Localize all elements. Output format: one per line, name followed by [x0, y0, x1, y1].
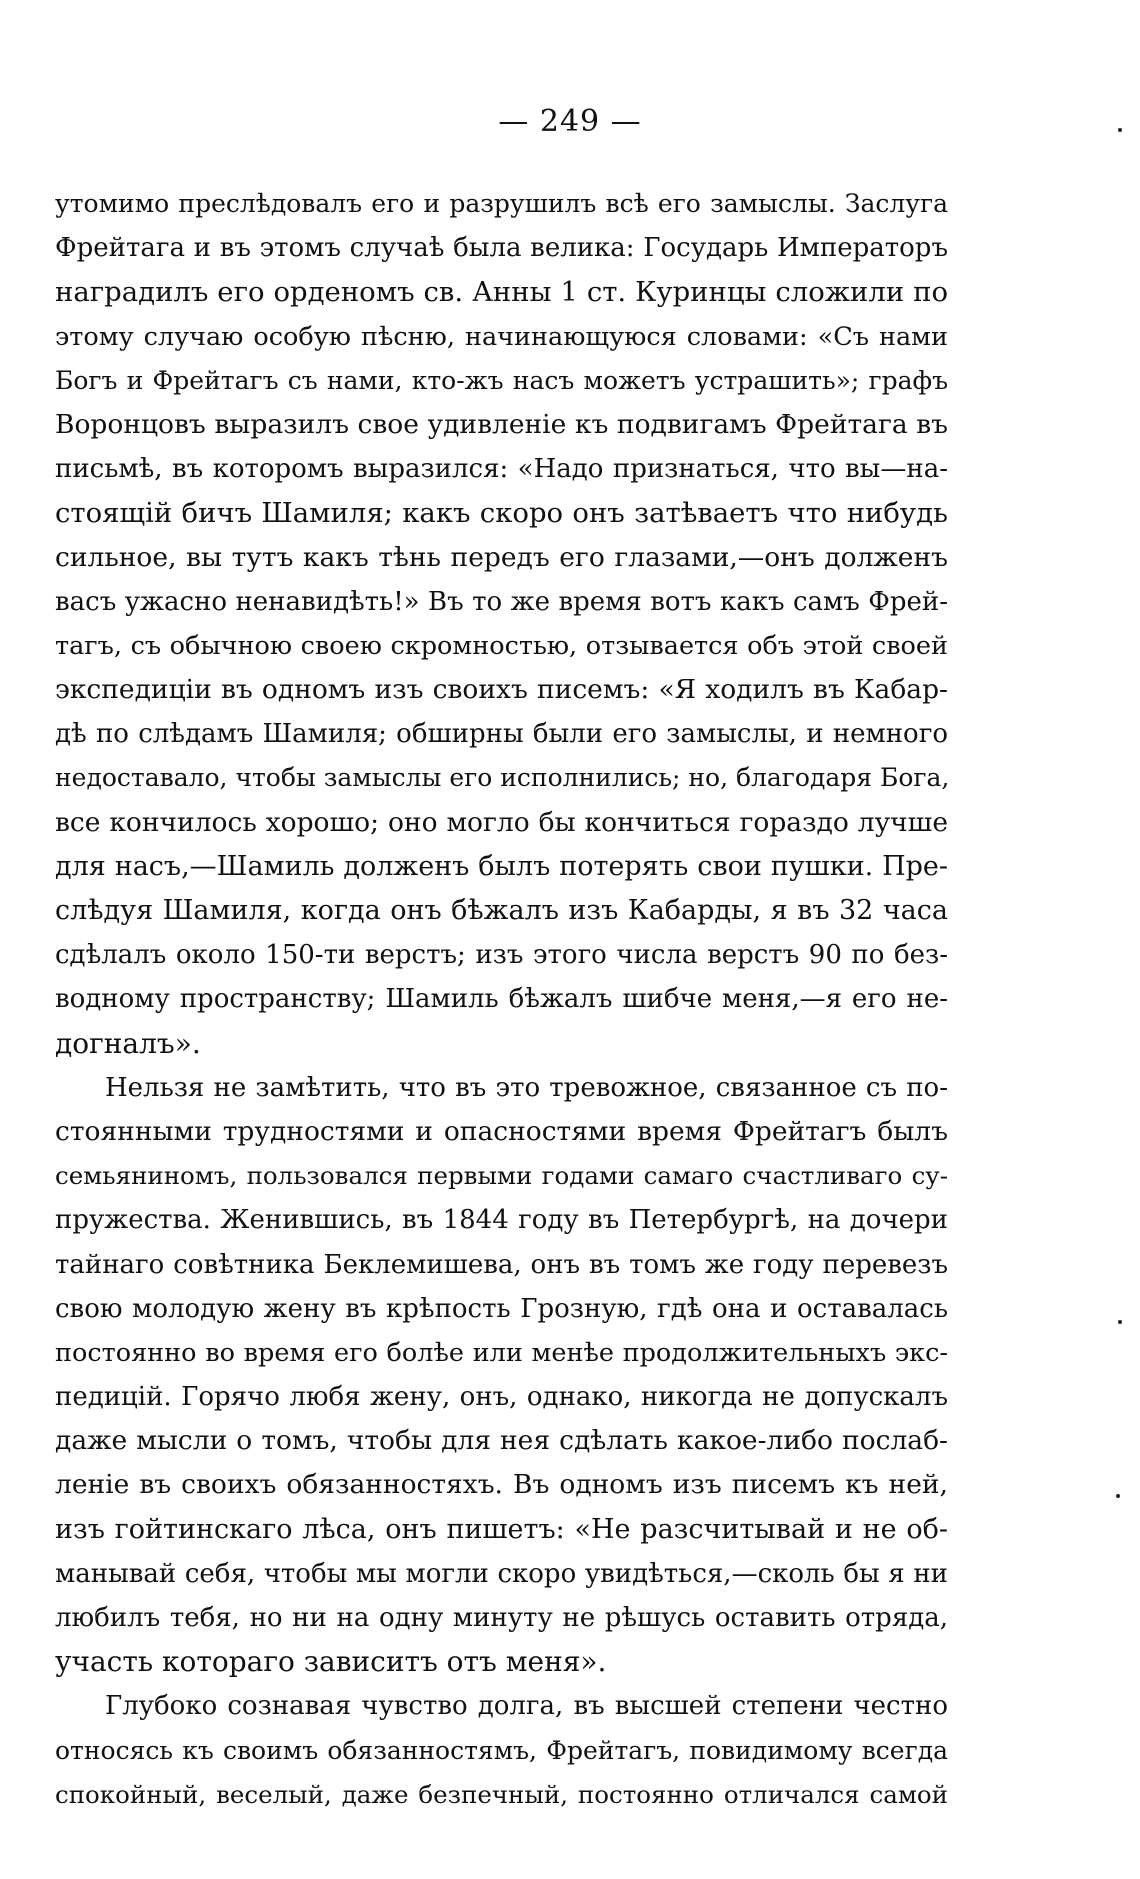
paragraph-2: [55, 1066, 948, 1685]
text-line: семьяниномъ, пользовался первыми годами самаго счастливаго су-: [55, 1161, 948, 1191]
text-line: догналъ».: [55, 1026, 201, 1060]
text-line: свою молодую жену въ крѣпость Грозную, гдѣ она и оставалась: [55, 1293, 948, 1324]
text-line: тайнаго совѣтника Беклемишева, онъ въ томъ же году перевезъ: [55, 1249, 948, 1280]
paragraph-1: [55, 182, 948, 1066]
text-line: все кончилось хорошо; оно могло бы кончиться гораздо лучше: [55, 806, 948, 838]
text-line: водному пространству; Шамиль бѣжалъ шибче меня,—я его не-: [55, 984, 948, 1015]
text-line: утомимо преслѣдовалъ его и разрушилъ всѣ его замыслы. Заслуга: [55, 189, 948, 218]
text-line: сдѣлалъ около 150-ти верстъ; изъ этого числа верстъ 90 по без-: [55, 940, 948, 971]
page-number: — 249 —: [498, 104, 642, 139]
text-line: Глубоко сознавая чувство долга, въ высшей степени честно: [105, 1691, 948, 1722]
text-line: дѣ по слѣдамъ Шамиля; обширны были его замыслы, и немного: [55, 719, 948, 750]
text-line: Богъ и Фрейтагъ съ нами, кто-жъ насъ можетъ устрашить»; графъ: [55, 365, 948, 395]
text-line: слѣдуя Шамиля, когда онъ бѣжалъ изъ Кабарды, я въ 32 часа: [55, 895, 948, 926]
paragraph-3: [55, 1684, 948, 1817]
text-line: для насъ,—Шамиль долженъ былъ потерять свои пушки. Пре-: [55, 850, 948, 882]
text-line: манывай себя, чтобы мы могли скоро увидѣться,—сколь бы я ни: [55, 1558, 948, 1589]
text-line: леніе въ своихъ обязанностяхъ. Въ одномъ изъ писемъ къ ней,: [55, 1469, 948, 1501]
text-line: письмѣ, въ которомъ выразился: «Надо признаться, что вы—на-: [55, 454, 948, 485]
text-line: относясь къ своимъ обязанностямъ, Фрейтагъ, повидимому всегда: [55, 1735, 948, 1765]
scan-speck: [1118, 1320, 1122, 1324]
text-line: любилъ тебя, но ни на одну минуту не рѣшусь оставить отряда,: [55, 1603, 948, 1633]
text-line: Нельзя не замѣтить, что въ это тревожное, связанное съ по-: [105, 1072, 948, 1103]
text-line: недоставало, чтобы замыслы его исполнились; но, благодаря Бога,: [55, 763, 950, 793]
text-line: стоящій бичъ Шамиля; какъ скоро онъ затѣваетъ что нибудь: [55, 497, 948, 530]
text-line: этому случаю особую пѣсню, начинающуюся словами: «Съ нами: [55, 321, 948, 352]
text-line: Фрейтага и въ этомъ случаѣ была велика: Государь Императоръ: [55, 233, 948, 264]
text-line: васъ ужасно ненавидѣть!» Въ то же время вотъ какъ самъ Фрей-: [55, 586, 948, 617]
text-line: изъ гойтинскаго лѣса, онъ пишетъ: «Не разсчитывай и не об-: [55, 1513, 948, 1545]
text-line: постоянно во время его болѣе или менѣе продолжительныхъ экс-: [55, 1337, 948, 1368]
text-line: даже мысли о томъ, чтобы для нея сдѣлать какое-либо послаб-: [55, 1425, 948, 1457]
text-line: тагъ, съ обычною своею скромностью, отзывается объ этой своей: [55, 630, 948, 661]
scan-speck: [1118, 128, 1122, 132]
text-line: наградилъ его орденомъ св. Анны 1 ст. Куринцы сложили по: [55, 276, 948, 309]
text-line: Воронцовъ выразилъ свое удивленіе къ подвигамъ Фрейтага въ: [55, 408, 948, 440]
text-line: пружества. Женившись, въ 1844 году въ Петербургѣ, на дочери: [55, 1205, 948, 1236]
text-line: спокойный, веселый, даже безпечный, постоянно отличался самой: [55, 1779, 948, 1809]
page-text: [55, 182, 948, 1817]
scan-speck: [1116, 1494, 1120, 1498]
text-line: сильное, вы тутъ какъ тѣнь передъ его глазами,—онъ долженъ: [55, 541, 948, 573]
text-line: экспедиціи въ одномъ изъ своихъ писемъ: «Я ходилъ въ Кабар-: [55, 674, 948, 706]
text-line: педицій. Горячо любя жену, онъ, однако, никогда не допускалъ: [55, 1382, 948, 1413]
text-line: стоянными трудностями и опасностями время Фрейтагъ былъ: [55, 1115, 948, 1147]
text-line: участь котораго зависитъ отъ меня».: [55, 1645, 607, 1679]
